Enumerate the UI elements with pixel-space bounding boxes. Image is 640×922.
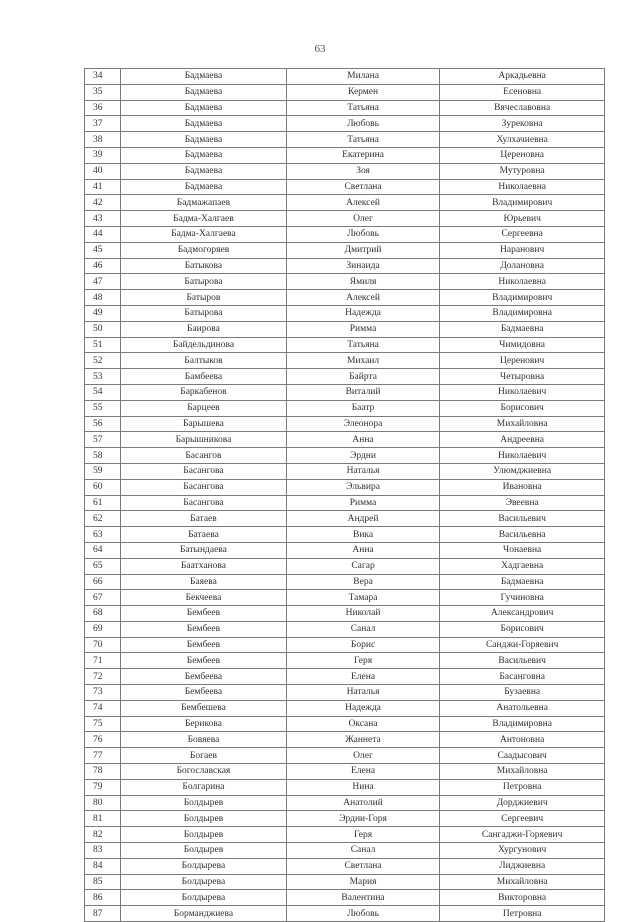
surname-cell: Бембеев [121, 621, 287, 637]
surname-cell: Барышева [121, 416, 287, 432]
table-row [85, 369, 605, 385]
table-row [85, 637, 605, 653]
surname-cell: Богаев [121, 748, 287, 764]
row-number-cell: 85 [85, 874, 121, 890]
table-row [85, 242, 605, 258]
row-number-cell: 53 [85, 369, 121, 385]
patronymic-cell: Хулхачиевна [440, 132, 605, 148]
given-name-cell: Татьяна [286, 337, 440, 353]
patronymic-cell: Бузаевна [440, 685, 605, 701]
table-row [85, 290, 605, 306]
patronymic-cell: Михайловна [440, 764, 605, 780]
given-name-cell: Ямиля [286, 274, 440, 290]
given-name-cell: Татьяна [286, 100, 440, 116]
table-row [85, 463, 605, 479]
row-number-cell: 84 [85, 858, 121, 874]
surname-cell: Батаева [121, 527, 287, 543]
given-name-cell: Надежда [286, 700, 440, 716]
given-name-cell: Виталий [286, 384, 440, 400]
patronymic-cell: Дорджиевич [440, 795, 605, 811]
surname-cell: Бадмаева [121, 132, 287, 148]
table-row [85, 226, 605, 242]
patronymic-cell: Ивановна [440, 479, 605, 495]
patronymic-cell: Бадмаевна [440, 321, 605, 337]
row-number-cell: 48 [85, 290, 121, 306]
table-row [85, 858, 605, 874]
table-row [85, 890, 605, 906]
table-row [85, 843, 605, 859]
given-name-cell: Михаил [286, 353, 440, 369]
surname-cell: Берикова [121, 716, 287, 732]
patronymic-cell: Чимидовна [440, 337, 605, 353]
given-name-cell: Елена [286, 669, 440, 685]
table-row [85, 337, 605, 353]
surname-cell: Бембеев [121, 606, 287, 622]
table-row [85, 653, 605, 669]
table-row [85, 353, 605, 369]
surname-cell: Батаев [121, 511, 287, 527]
table-row [85, 479, 605, 495]
row-number-cell: 65 [85, 558, 121, 574]
given-name-cell: Мария [286, 874, 440, 890]
surname-cell: Бадмаева [121, 116, 287, 132]
patronymic-cell: Наранович [440, 242, 605, 258]
patronymic-cell: Васильевич [440, 653, 605, 669]
table-row [85, 779, 605, 795]
table-row [85, 527, 605, 543]
surname-cell: Бадмажапаев [121, 195, 287, 211]
table-row [85, 606, 605, 622]
surname-cell: Болдырева [121, 890, 287, 906]
given-name-cell: Екатерина [286, 147, 440, 163]
patronymic-cell: Есеновна [440, 84, 605, 100]
row-number-cell: 37 [85, 116, 121, 132]
surname-cell: Бекчеева [121, 590, 287, 606]
row-number-cell: 80 [85, 795, 121, 811]
given-name-cell: Тамара [286, 590, 440, 606]
surname-cell: Батырова [121, 305, 287, 321]
row-number-cell: 62 [85, 511, 121, 527]
row-number-cell: 42 [85, 195, 121, 211]
given-name-cell: Эрдни-Горя [286, 811, 440, 827]
row-number-cell: 45 [85, 242, 121, 258]
patronymic-cell: Чонаевна [440, 542, 605, 558]
row-number-cell: 51 [85, 337, 121, 353]
given-name-cell: Светлана [286, 858, 440, 874]
patronymic-cell: Петровна [440, 779, 605, 795]
row-number-cell: 72 [85, 669, 121, 685]
patronymic-cell: Хадгаевна [440, 558, 605, 574]
given-name-cell: Наталья [286, 685, 440, 701]
given-name-cell: Алексей [286, 195, 440, 211]
given-name-cell: Дмитрий [286, 242, 440, 258]
patronymic-cell: Цереновна [440, 147, 605, 163]
surname-cell: Бадмаева [121, 100, 287, 116]
given-name-cell: Алексей [286, 290, 440, 306]
row-number-cell: 83 [85, 843, 121, 859]
patronymic-cell: Михайловна [440, 416, 605, 432]
given-name-cell: Байрта [286, 369, 440, 385]
given-name-cell: Зоя [286, 163, 440, 179]
table-row [85, 179, 605, 195]
given-name-cell: Римма [286, 495, 440, 511]
given-name-cell: Надежда [286, 305, 440, 321]
table-row [85, 590, 605, 606]
table-row [85, 69, 605, 85]
surname-cell: Батыкова [121, 258, 287, 274]
row-number-cell: 64 [85, 542, 121, 558]
surname-cell: Батыров [121, 290, 287, 306]
table-row [85, 511, 605, 527]
patronymic-cell: Борисович [440, 621, 605, 637]
given-name-cell: Санал [286, 843, 440, 859]
row-number-cell: 70 [85, 637, 121, 653]
table-row [85, 874, 605, 890]
surname-cell: Болдырев [121, 795, 287, 811]
surname-cell: Бембеева [121, 669, 287, 685]
table-row [85, 258, 605, 274]
table-row [85, 305, 605, 321]
patronymic-cell: Саадысович [440, 748, 605, 764]
surname-cell: Баркабенов [121, 384, 287, 400]
table-row [85, 495, 605, 511]
row-number-cell: 41 [85, 179, 121, 195]
patronymic-cell: Викторовна [440, 890, 605, 906]
given-name-cell: Санал [286, 621, 440, 637]
given-name-cell: Сагар [286, 558, 440, 574]
given-name-cell: Николай [286, 606, 440, 622]
surname-cell: Болдырев [121, 827, 287, 843]
surname-cell: Болдырева [121, 874, 287, 890]
row-number-cell: 82 [85, 827, 121, 843]
row-number-cell: 52 [85, 353, 121, 369]
table-row [85, 811, 605, 827]
patronymic-cell: Хургунович [440, 843, 605, 859]
given-name-cell: Элеонора [286, 416, 440, 432]
table-row [85, 321, 605, 337]
surname-cell: Бадмаева [121, 69, 287, 85]
row-number-cell: 75 [85, 716, 121, 732]
row-number-cell: 60 [85, 479, 121, 495]
row-number-cell: 76 [85, 732, 121, 748]
row-number-cell: 38 [85, 132, 121, 148]
given-name-cell: Любовь [286, 116, 440, 132]
given-name-cell: Милана [286, 69, 440, 85]
patronymic-cell: Санджи-Горяевич [440, 637, 605, 653]
row-number-cell: 61 [85, 495, 121, 511]
patronymic-cell: Васильевна [440, 527, 605, 543]
patronymic-cell: Анатольевна [440, 700, 605, 716]
given-name-cell: Андрей [286, 511, 440, 527]
patronymic-cell: Николаевна [440, 179, 605, 195]
given-name-cell: Анатолий [286, 795, 440, 811]
given-name-cell: Борис [286, 637, 440, 653]
given-name-cell: Любовь [286, 906, 440, 922]
table-row [85, 685, 605, 701]
given-name-cell: Вика [286, 527, 440, 543]
row-number-cell: 39 [85, 147, 121, 163]
row-number-cell: 79 [85, 779, 121, 795]
patronymic-cell: Сангаджи-Горяевич [440, 827, 605, 843]
surname-cell: Болдырев [121, 843, 287, 859]
table-row [85, 795, 605, 811]
row-number-cell: 50 [85, 321, 121, 337]
row-number-cell: 78 [85, 764, 121, 780]
names-table [84, 68, 605, 922]
patronymic-cell: Петровна [440, 906, 605, 922]
patronymic-cell: Сергеевна [440, 226, 605, 242]
row-number-cell: 56 [85, 416, 121, 432]
surname-cell: Бадмаева [121, 147, 287, 163]
surname-cell: Бовяева [121, 732, 287, 748]
patronymic-cell: Гучиновна [440, 590, 605, 606]
patronymic-cell: Аркадьевна [440, 69, 605, 85]
row-number-cell: 35 [85, 84, 121, 100]
given-name-cell: Баатр [286, 400, 440, 416]
patronymic-cell: Борисович [440, 400, 605, 416]
table-row [85, 211, 605, 227]
patronymic-cell: Михайловна [440, 874, 605, 890]
patronymic-cell: Бадмаевна [440, 574, 605, 590]
patronymic-cell: Владимировна [440, 305, 605, 321]
row-number-cell: 74 [85, 700, 121, 716]
given-name-cell: Вера [286, 574, 440, 590]
table-row [85, 116, 605, 132]
patronymic-cell: Долановна [440, 258, 605, 274]
surname-cell: Баатханова [121, 558, 287, 574]
table-row [85, 84, 605, 100]
given-name-cell: Геря [286, 653, 440, 669]
table-row [85, 732, 605, 748]
row-number-cell: 66 [85, 574, 121, 590]
row-number-cell: 57 [85, 432, 121, 448]
given-name-cell: Любовь [286, 226, 440, 242]
surname-cell: Бамбеева [121, 369, 287, 385]
table-row [85, 274, 605, 290]
patronymic-cell: Сергеевич [440, 811, 605, 827]
table-row [85, 132, 605, 148]
patronymic-cell: Николаевна [440, 274, 605, 290]
table-row [85, 764, 605, 780]
row-number-cell: 44 [85, 226, 121, 242]
surname-cell: Басангов [121, 448, 287, 464]
table-row [85, 147, 605, 163]
table-row [85, 100, 605, 116]
row-number-cell: 87 [85, 906, 121, 922]
table-row [85, 384, 605, 400]
given-name-cell: Елена [286, 764, 440, 780]
surname-cell: Бадмогоряев [121, 242, 287, 258]
surname-cell: Балтыков [121, 353, 287, 369]
surname-cell: Бадмаева [121, 163, 287, 179]
patronymic-cell: Церенович [440, 353, 605, 369]
table-row [85, 416, 605, 432]
surname-cell: Богославская [121, 764, 287, 780]
given-name-cell: Наталья [286, 463, 440, 479]
surname-cell: Бембешева [121, 700, 287, 716]
surname-cell: Бембеев [121, 653, 287, 669]
given-name-cell: Анна [286, 542, 440, 558]
names-table-body [85, 69, 605, 922]
table-row [85, 669, 605, 685]
given-name-cell: Анна [286, 432, 440, 448]
given-name-cell: Жаннета [286, 732, 440, 748]
row-number-cell: 46 [85, 258, 121, 274]
row-number-cell: 36 [85, 100, 121, 116]
given-name-cell: Зинаида [286, 258, 440, 274]
given-name-cell: Олег [286, 748, 440, 764]
patronymic-cell: Улюмджиевна [440, 463, 605, 479]
row-number-cell: 77 [85, 748, 121, 764]
surname-cell: Баяева [121, 574, 287, 590]
patronymic-cell: Владимирович [440, 290, 605, 306]
row-number-cell: 55 [85, 400, 121, 416]
patronymic-cell: Николаевич [440, 448, 605, 464]
page-number: 63 [314, 43, 326, 55]
patronymic-cell: Юрьевич [440, 211, 605, 227]
given-name-cell: Геря [286, 827, 440, 843]
table-row [85, 574, 605, 590]
row-number-cell: 69 [85, 621, 121, 637]
table-row [85, 195, 605, 211]
patronymic-cell: Четыровна [440, 369, 605, 385]
row-number-cell: 43 [85, 211, 121, 227]
table-row [85, 827, 605, 843]
row-number-cell: 40 [85, 163, 121, 179]
row-number-cell: 49 [85, 305, 121, 321]
surname-cell: Болдырев [121, 811, 287, 827]
patronymic-cell: Вячеславовна [440, 100, 605, 116]
surname-cell: Борманджиева [121, 906, 287, 922]
row-number-cell: 47 [85, 274, 121, 290]
given-name-cell: Эльвира [286, 479, 440, 495]
surname-cell: Батырова [121, 274, 287, 290]
given-name-cell: Светлана [286, 179, 440, 195]
given-name-cell: Татьяна [286, 132, 440, 148]
table-row [85, 558, 605, 574]
given-name-cell: Римма [286, 321, 440, 337]
surname-cell: Бадмаева [121, 179, 287, 195]
given-name-cell: Эрдни [286, 448, 440, 464]
table-row [85, 748, 605, 764]
surname-cell: Батындаева [121, 542, 287, 558]
table-row [85, 432, 605, 448]
given-name-cell: Валентина [286, 890, 440, 906]
table-row [85, 163, 605, 179]
patronymic-cell: Эвеевна [440, 495, 605, 511]
surname-cell: Бадма-Халгаева [121, 226, 287, 242]
row-number-cell: 63 [85, 527, 121, 543]
surname-cell: Басангова [121, 479, 287, 495]
patronymic-cell: Николаевич [440, 384, 605, 400]
patronymic-cell: Басанговна [440, 669, 605, 685]
row-number-cell: 81 [85, 811, 121, 827]
surname-cell: Барцеев [121, 400, 287, 416]
given-name-cell: Нина [286, 779, 440, 795]
table-row [85, 700, 605, 716]
row-number-cell: 59 [85, 463, 121, 479]
row-number-cell: 54 [85, 384, 121, 400]
patronymic-cell: Зурековна [440, 116, 605, 132]
given-name-cell: Олег [286, 211, 440, 227]
table-row [85, 542, 605, 558]
surname-cell: Байдельдинова [121, 337, 287, 353]
row-number-cell: 73 [85, 685, 121, 701]
surname-cell: Бадма-Халгаев [121, 211, 287, 227]
row-number-cell: 71 [85, 653, 121, 669]
table-row [85, 716, 605, 732]
row-number-cell: 34 [85, 69, 121, 85]
surname-cell: Бембеев [121, 637, 287, 653]
patronymic-cell: Мутуровна [440, 163, 605, 179]
row-number-cell: 68 [85, 606, 121, 622]
patronymic-cell: Васильевич [440, 511, 605, 527]
surname-cell: Болгарина [121, 779, 287, 795]
surname-cell: Басангова [121, 463, 287, 479]
patronymic-cell: Владимировна [440, 716, 605, 732]
patronymic-cell: Владимирович [440, 195, 605, 211]
surname-cell: Басангова [121, 495, 287, 511]
surname-cell: Баирова [121, 321, 287, 337]
given-name-cell: Оксана [286, 716, 440, 732]
row-number-cell: 86 [85, 890, 121, 906]
patronymic-cell: Антоновна [440, 732, 605, 748]
row-number-cell: 67 [85, 590, 121, 606]
table-row [85, 906, 605, 922]
surname-cell: Бембеева [121, 685, 287, 701]
row-number-cell: 58 [85, 448, 121, 464]
surname-cell: Барышникова [121, 432, 287, 448]
patronymic-cell: Андреевна [440, 432, 605, 448]
table-row [85, 621, 605, 637]
surname-cell: Болдырева [121, 858, 287, 874]
table-row [85, 400, 605, 416]
patronymic-cell: Лиджиевна [440, 858, 605, 874]
table-row [85, 448, 605, 464]
given-name-cell: Кермен [286, 84, 440, 100]
patronymic-cell: Александрович [440, 606, 605, 622]
surname-cell: Бадмаева [121, 84, 287, 100]
